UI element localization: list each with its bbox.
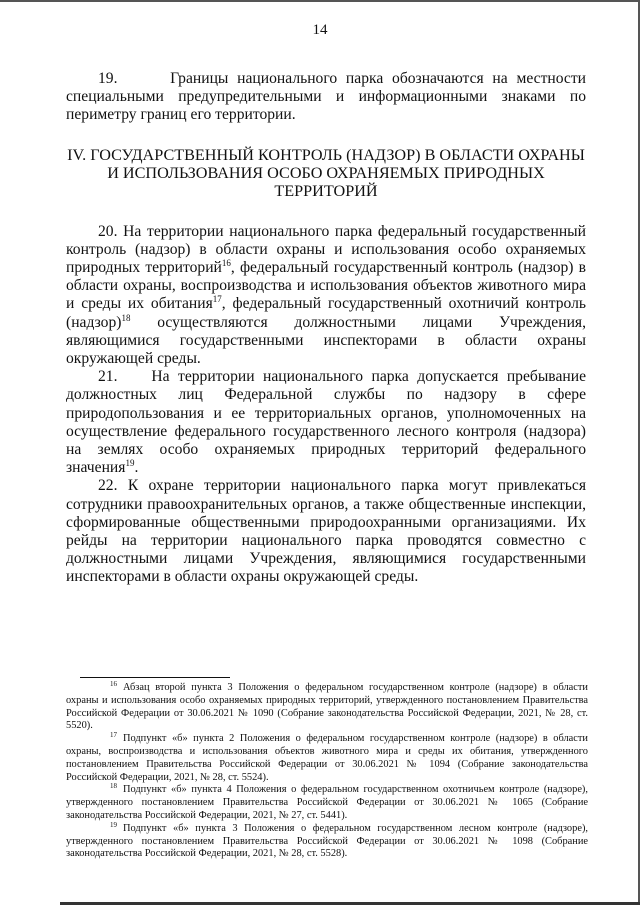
footnote-text: Подпункт «б» пункта 4 Положения о федеральном государственном охотничьем контроле (надзоре), утвержденного постановлением Правительства Российской Федерации от 30.06.2021 № 1065 (Собрание законодательства Российской Федерации, 2021, № 27, ст. 5441).	[66, 784, 588, 821]
paragraph-text: , федеральный государственный контроль (надзор) в области охраны, воспроизводства и использования объектов животного мира и среды их обитания	[66, 259, 586, 313]
footnote-18	[66, 784, 588, 822]
footnote-mark: 19	[110, 820, 117, 829]
footnote-ref-16[interactable]: 16	[221, 258, 231, 269]
footnote-separator	[80, 677, 230, 678]
paragraph-text: , федеральный государственный охотничий контроль (надзор)	[66, 295, 586, 331]
footnote-mark: 17	[110, 731, 117, 740]
footnote-ref-18[interactable]: 18	[121, 312, 131, 323]
document-body	[66, 70, 586, 587]
footnote-19	[66, 820, 588, 861]
footnote-text: Абзац второй пункта 3 Положения о федеральном государственном контроле (надзоре) в области охраны и использования особо охраняемых природных территорий, утвержденного постановлением Правительства Российской Федерации от 30.06.2021 № 1090 (Собрание законодательства Российской Федерации, 2021, № 28, ст. 5520).	[66, 682, 588, 732]
paragraph-number: 19.	[98, 70, 118, 87]
footnote-17	[66, 733, 588, 784]
paragraph-number: 22.	[98, 477, 118, 495]
paragraph-19	[66, 70, 586, 125]
scan-edge-top	[0, 0, 640, 2]
paragraph-text: К охране территории национального парка могут привлекаться сотрудники правоохранительных органов, а также общественные инспекции, сформированные общественными природоохранными организациями. Их рейды на территории национального парка проводятся совместно с должностными лицами Учреждения, являющимися государственными инспекторами в области охраны окружающей среды.	[66, 477, 586, 586]
paragraph-text: Границы национального парка обозначаются на местности специальными предупредительными и информационными знаками по периметру границ его территории.	[66, 70, 586, 124]
footnote-ref-17[interactable]: 17	[212, 294, 222, 305]
footnote-mark: 16	[110, 680, 117, 688]
paragraph-text: осуществляются должностными лицами Учреждения, являющимися государственными инспекторами в области охраны окружающей среды.	[66, 313, 586, 368]
paragraph-text: На территории национального парка федеральный государственный контроль (надзор) в области охраны и использования особо охраняемых природных территорий	[66, 222, 586, 277]
footnote-ref-19[interactable]: 19	[125, 458, 135, 469]
paragraph-text: .	[134, 459, 139, 477]
paragraph-22	[66, 477, 586, 586]
paragraph-21	[66, 368, 586, 477]
footnote-text: Подпункт «б» пункта 3 Положения о федеральном государственном лесном контроле (надзоре), утвержденного постановлением Правительства Российской Федерации от 30.06.2021 № 1098 (Собрание законодательства Российской Федерации, 2021, № 28, ст. 5528).	[66, 822, 588, 860]
footnote-text: Подпункт «б» пункта 2 Положения о федеральном государственном контроле (надзоре) в области охраны, воспроизводства и использования объектов животного мира и среды их обитания, утвержденного постановлением Правительства Российской Федерации от 30.06.2021 № 1094 (Собрание законодательства Российской Федерации, 2021, № 28, ст. 5524).	[66, 733, 588, 783]
footnote-mark: 18	[110, 782, 117, 791]
paragraph-number: 20.	[98, 222, 118, 240]
paragraph-20	[66, 223, 586, 369]
section-heading-line-2: И ИСПОЛЬЗОВАНИЯ ОСОБО ОХРАНЯЕМЫХ ПРИРОДНЫХ ТЕРРИТОРИЙ	[107, 163, 545, 200]
paragraph-number: 21.	[98, 368, 118, 386]
section-heading-line-1: IV. ГОСУДАРСТВЕННЫЙ КОНТРОЛЬ (НАДЗОР) В ОБЛАСТИ ОХРАНЫ	[67, 145, 585, 164]
page-number: 14	[312, 22, 328, 38]
footnotes	[66, 677, 588, 861]
paragraph-text: На территории национального парка допускается пребывание должностных лиц Федеральной службы по надзору в сфере природопользования и ее территориальных органов, уполномоченных на осуществление федерального государственного лесного контроля (надзора) на землях особо охраняемых природных территорий федерального значения	[66, 368, 586, 477]
footnote-16	[66, 682, 588, 733]
section-heading	[66, 146, 586, 200]
